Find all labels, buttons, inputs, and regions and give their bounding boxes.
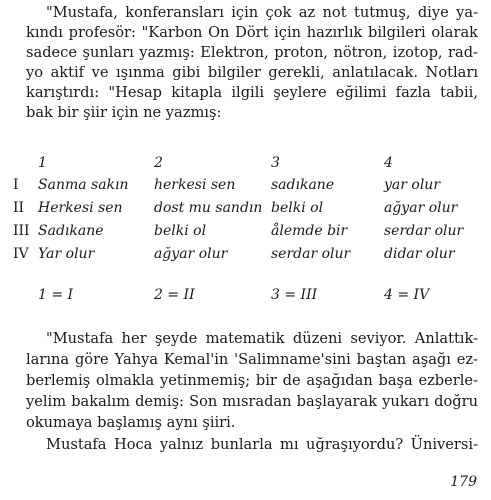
text-line: yelim bakalım demiş: Son mısradan başlayarak yukarı doğru	[26, 393, 478, 410]
table-cell: Sadıkane	[38, 223, 104, 239]
table-cell: Herkesi sen	[38, 200, 123, 216]
equation: 3 = III	[271, 287, 318, 303]
table-cell: herkesi sen	[154, 177, 236, 193]
equation: 2 = II	[154, 287, 195, 303]
text-line: okumaya başlamış aynı şiiri.	[26, 414, 236, 431]
text-line: yo aktif ve ışınma gibi bilgiler gerekli, anlatılacak. Notları	[26, 64, 478, 81]
table-cell: serdar olur	[384, 223, 464, 239]
table-header: 1	[38, 155, 47, 171]
table-cell: didar olur	[384, 246, 455, 262]
table-header: 4	[384, 155, 393, 171]
row-label: III	[13, 223, 30, 239]
equation: 1 = I	[38, 287, 74, 303]
text-line: karıştırdı: "Hesap kitapla ilgili şeylere eğilimi fazla tabii,	[26, 84, 478, 101]
text-line: bak bir şiir için ne yazmış:	[26, 104, 222, 121]
table-cell: yar olur	[384, 177, 441, 193]
table-cell: serdar olur	[271, 246, 351, 262]
row-label: I	[13, 177, 19, 193]
text-line: "Mustafa her şeyde matematik düzeni seviyor. Anlattık-	[46, 330, 478, 347]
table-cell: ålemde bir	[271, 223, 348, 239]
table-cell: dost mu sandın	[154, 200, 263, 216]
equation: 4 = IV	[384, 287, 430, 303]
row-label: IV	[13, 246, 29, 262]
text-line: sadece şunları yazmış: Elektron, proton, nötron, izotop, rad-	[26, 44, 478, 61]
text-line: larına göre Yahya Kemal'in 'Salimname'sini baştan aşağı ez-	[26, 351, 478, 368]
table-header: 2	[154, 155, 163, 171]
table-cell: ağyar olur	[154, 246, 228, 262]
table-cell: ağyar olur	[384, 200, 458, 216]
table-cell: Yar olur	[38, 246, 95, 262]
text-line: berlemiş olmakla yetinmemiş; bir de aşağıdan başa ezberle-	[26, 372, 478, 389]
table-cell: sadıkane	[271, 177, 335, 193]
table-header: 3	[271, 155, 280, 171]
text-line: kındı profesör: "Karbon On Dört için hazırlık bilgileri olarak	[26, 24, 478, 41]
row-label: II	[13, 200, 25, 216]
page-number: 179	[450, 474, 477, 490]
text-line: Mustafa Hoca yalnız bunlarla mı uğraşıyordu? Üniversi-	[46, 436, 478, 453]
table-cell: Sanma sakın	[38, 177, 129, 193]
table-cell: belki ol	[154, 223, 207, 239]
text-line: "Mustafa, konferansları için çok az not tutmuş, diye ya-	[46, 4, 478, 21]
table-cell: belki ol	[271, 200, 324, 216]
